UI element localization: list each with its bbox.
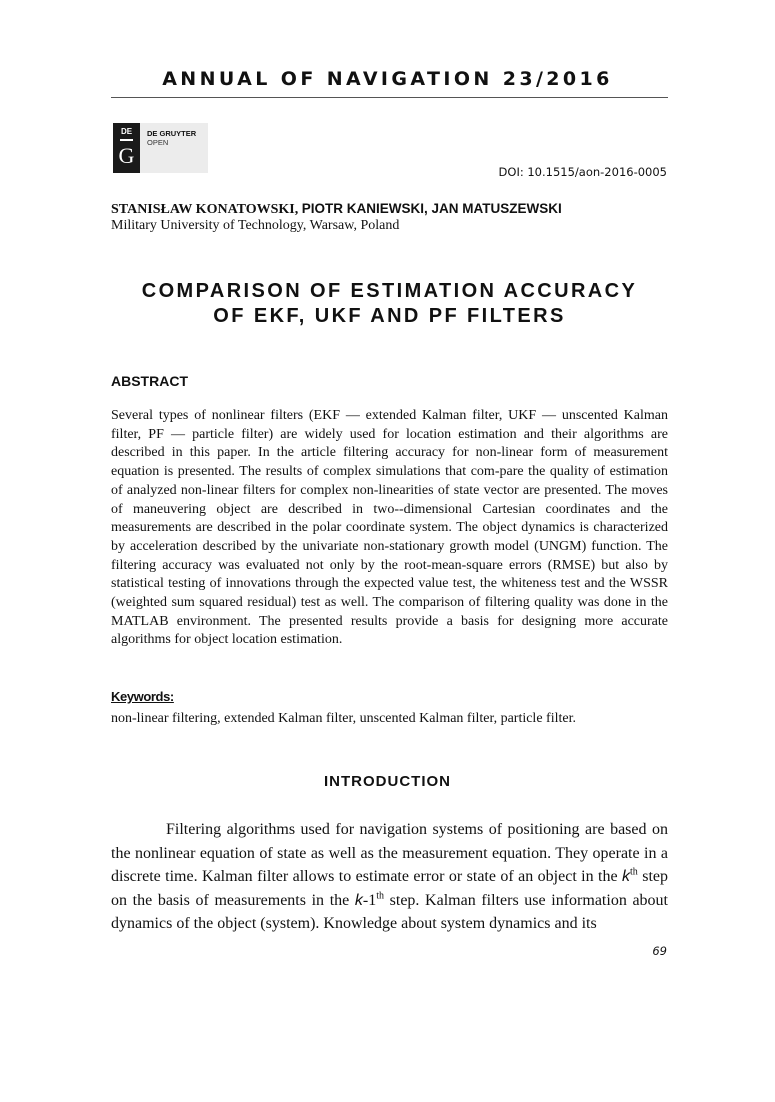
- publisher-logo: [113, 123, 208, 173]
- abstract-text: Several types of nonlinear filters (EKF — extended Kalman filter, UKF — unscented Kalman filter, PF — particle filter) are widely used for location estimation and their algorithms are described in this paper. In the article filtering accuracy for non-linear form of measurement equation is presented. The results of complex simulations that com-pare the quality of estimation of analyzed non-linear filters for complex non-linearities of state vector are presented. The moves of maneuvering object are described in two--dimensional Cartesian coordinates and the measurements are described in the polar coordinate system. The object dynamics is characterized by acceleration described by the univariate non-stationary growth model (UNGM) function. The filtering accuracy was evaluated not only by the root-mean-square errors (RMSE) but also by statistical testing of innovations through the expected value test, the whiteness test and the WSSR (weighted sum squared residual) test as well. The comparison of filtering quality was done in the MATLAB environment. The presented results provide a basis for designing more accurate algorithms for object location estimation.: [111, 408, 668, 648]
- authors: [111, 201, 562, 218]
- intro-minus-1: -1: [362, 891, 377, 909]
- intro-part-3: step. Kalman filters use information about dynamics of the object (system). Knowledge about system dynamics and its: [111, 891, 669, 932]
- doi: DOI: 10.1515/aon-2016-0005: [498, 165, 667, 179]
- intro-th-2: th: [376, 890, 384, 902]
- author-rest: PIOTR KANIEWSKI, JAN MATUSZEWSKI: [301, 201, 562, 216]
- intro-k: k: [622, 868, 631, 885]
- affiliation: Military University of Technology, Warsaw, Poland: [111, 218, 400, 233]
- logo-de: DE: [120, 127, 133, 136]
- page-number: 69: [652, 944, 667, 958]
- introduction-text: [111, 818, 668, 936]
- intro-part-1: Filtering algorithms used for navigation systems of positioning are based on the nonlinear equation of state as well as the measurement equation. They operate in a discrete time. Kalman filter allows to estimate error or state of an object in the: [111, 821, 668, 885]
- journal-title: ANNUAL OF NAVIGATION 23/2016: [162, 68, 613, 90]
- keywords-heading: Keywords:: [111, 689, 174, 704]
- logo-bar: [120, 139, 133, 141]
- author-first: STANISŁAW KONATOWSKI,: [111, 202, 302, 217]
- keywords-text: non-linear filtering, extended Kalman filter, unscented Kalman filter, particle filter.: [111, 711, 576, 726]
- intro-k-minus-1: k: [354, 891, 363, 909]
- logo-g: G: [118, 143, 135, 168]
- paper-title-line-2: OF EKF, UKF AND PF FILTERS: [213, 305, 566, 327]
- paper-title: [111, 279, 668, 329]
- intro-part-2: step on the basis of measurements in the: [111, 868, 668, 909]
- abstract-heading: ABSTRACT: [111, 373, 188, 389]
- publisher-sub: OPEN: [147, 138, 169, 147]
- introduction-heading: INTRODUCTION: [324, 773, 451, 790]
- header-rule: [111, 97, 668, 98]
- logo-mark: [113, 123, 140, 173]
- paper-title-line-1: COMPARISON OF ESTIMATION ACCURACY: [141, 280, 638, 302]
- intro-th: th: [630, 866, 638, 878]
- publisher-name: DE GRUYTER: [147, 129, 197, 138]
